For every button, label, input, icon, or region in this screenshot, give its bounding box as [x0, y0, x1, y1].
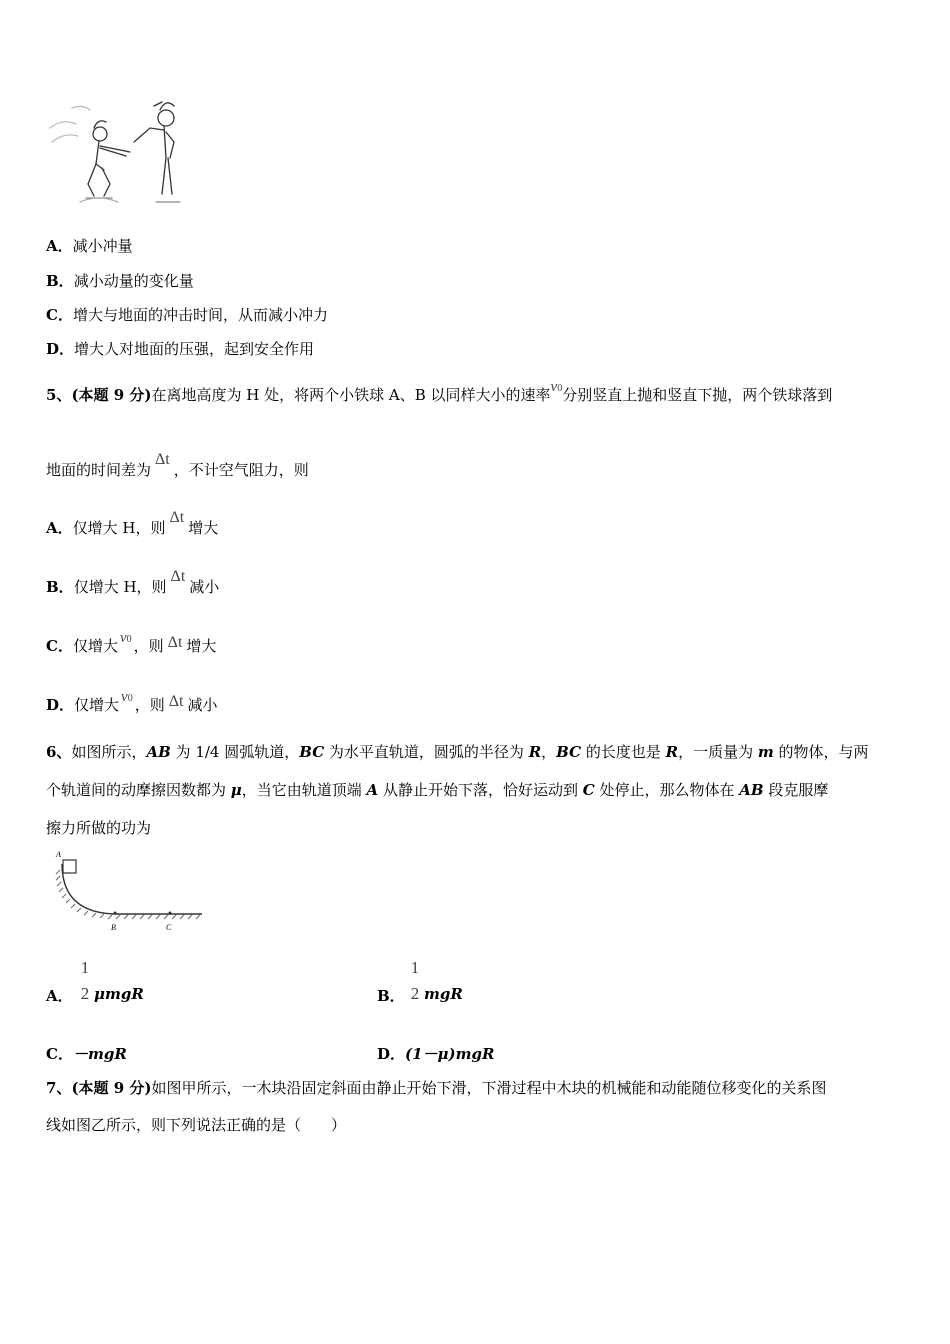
- q5-option-a: A．仅增大 H，则Δt增大: [46, 509, 219, 537]
- delta-t-symbol: Δt: [170, 568, 186, 585]
- q5-stem-line1: 5、(本题 9 分)在离地高度为 H 处，将两个小铁球 A、B 以同样大小的速率v0分别竖直上抛和竖直下抛，两个铁球落到: [46, 379, 833, 404]
- q6-option-d: D．(1－μ)mgR: [377, 1045, 495, 1063]
- q4-option-a: A．减小冲量: [46, 237, 133, 255]
- q5-option-d: D．仅增大 v0 ，则 Δt 减小: [46, 689, 218, 714]
- q5-option-b: B．仅增大 H，则Δt减小: [46, 568, 220, 596]
- fraction-denominator: 2: [410, 984, 420, 1003]
- delta-t-symbol: Δt: [167, 634, 183, 651]
- q6-option-a: A．: [46, 987, 73, 1005]
- q6-stem-line3: 擦力所做的功为: [46, 819, 152, 837]
- label-c: C: [166, 923, 172, 932]
- q6-option-c: C．－mgR: [46, 1045, 127, 1063]
- v0-symbol: v0: [121, 689, 133, 705]
- q6-stem-line1: 6、如图所示，AB 为 1/4 圆弧轨道，BC 为水平直轨道，圆弧的半径为 R，BC 的长度也是 R，一质量为 m 的物体，与两: [46, 743, 869, 761]
- q7-stem-line2: 线如图乙所示，则下列说法正确的是（ ）: [46, 1116, 347, 1134]
- v0-symbol: v0: [119, 630, 132, 646]
- delta-t-symbol: Δt: [155, 451, 170, 468]
- q6-option-b-expr: mgR: [424, 985, 463, 1003]
- q7-stem-line1: 7、(本题 9 分)如图甲所示，一木块沿固定斜面由静止开始下滑，下滑过程中木块的机械能和动能随位移变化的关系图: [46, 1079, 827, 1097]
- q4-option-d: D．增大人对地面的压强，起到安全作用: [46, 340, 315, 358]
- label-a: A: [56, 850, 61, 859]
- fraction-numerator: 1: [410, 958, 420, 977]
- arc-track-figure: [52, 848, 208, 934]
- q6-option-b: B．: [377, 987, 405, 1005]
- delta-t-symbol: Δt: [168, 693, 184, 710]
- q4-option-b: B．减小动量的变化量: [46, 272, 194, 290]
- q4-option-c: C．增大与地面的冲击时间，从而减小冲力: [46, 306, 328, 324]
- v0-symbol: v0: [550, 379, 563, 395]
- q6-option-a-expr: μmgR: [94, 985, 144, 1003]
- fraction-numerator: 1: [80, 958, 90, 977]
- q5-stem-line2: 地面的时间差为Δt，不计空气阻力，则: [46, 451, 309, 479]
- q5-option-c: C．仅增大 v0 ，则 Δt 增大: [46, 630, 217, 655]
- gymnast-landing-illustration: [42, 98, 192, 216]
- block-object: [63, 860, 76, 873]
- label-b: B: [111, 923, 116, 932]
- fraction-denominator: 2: [80, 984, 90, 1003]
- delta-t-symbol: Δt: [169, 509, 185, 526]
- q6-stem-line2: 个轨道间的动摩擦因数都为 μ，当它由轨道顶端 A 从静止开始下落，恰好运动到 C 处停止，那么物体在 AB 段克服摩: [46, 781, 829, 799]
